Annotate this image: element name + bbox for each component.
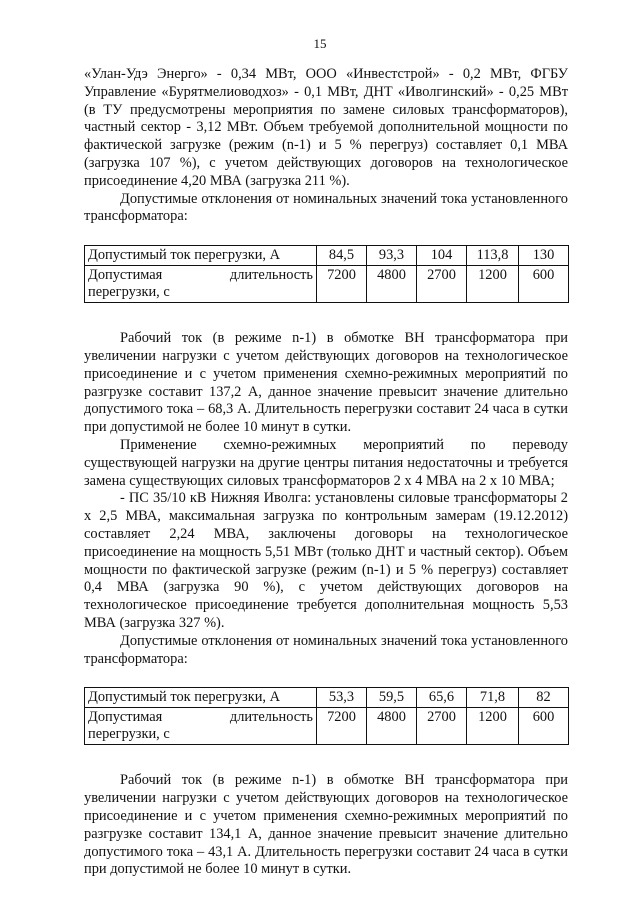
table-cell: 84,5 [317, 246, 367, 266]
table-cell: 4800 [367, 708, 417, 745]
table-cell: 104 [417, 246, 467, 266]
table-cell: 130 [519, 246, 569, 266]
page-content [84, 66, 568, 879]
table-cell: 71,8 [467, 688, 519, 708]
table-cell: 53,3 [317, 688, 367, 708]
table-cell: 82 [519, 688, 569, 708]
table-cell-label: Допустимый ток перегрузки, А [85, 688, 317, 708]
table-cell: 93,3 [367, 246, 417, 266]
table-cell-label: Допустимая длительность перегрузки, с [85, 708, 317, 745]
table-cell: 7200 [317, 708, 367, 745]
table-cell: 1200 [467, 708, 519, 745]
overload-table-2 [84, 687, 569, 745]
paragraph-current-2: Рабочий ток (в режиме n-1) в обмотке ВН трансформатора при увеличении нагрузки с учетом действующих договоров на технологическое присоединение и с учетом применения схемно-режимных мероприятий по разгрузке составит 134,1 А, данное значение превысит значение длительно допустимого тока – 43,1 А. Длительность перегрузки составит 24 часа в сутки при допустимой не более 10 минут в сутки. [84, 772, 568, 878]
table-cell: 59,5 [367, 688, 417, 708]
paragraph-current-1: Рабочий ток (в режиме n-1) в обмотке ВН трансформатора при увеличении нагрузки с учетом действующих договоров на технологическое присоединение и с учетом применения схемно-режимных мероприятий по разгрузке составит 137,2 А, данное значение превысит значение длительно допустимого тока – 68,3 А. Длительность перегрузки составит 24 часа в сутки при допустимой не более 10 минут в сутки. [84, 330, 568, 436]
table-row [85, 246, 569, 266]
table-row [85, 688, 569, 708]
paragraph-measures: Применение схемно-режимных мероприятий по переводу существующей нагрузки на другие центры питания недостаточны и требуется замена существующих силовых трансформаторов 2 х 4 МВА на 2 х 10 МВА; [84, 436, 568, 489]
paragraph-deviation-2: Допустимые отклонения от номинальных значений тока установленного трансформатора: [84, 632, 568, 667]
table-cell: 2700 [417, 708, 467, 745]
table-cell: 600 [519, 266, 569, 303]
table-cell: 600 [519, 708, 569, 745]
table-row [85, 266, 569, 303]
paragraph-intro: «Улан-Удэ Энерго» - 0,34 МВт, ООО «Инвестстрой» - 0,2 МВт, ФГБУ Управление «Бурятмелиоводхоз» - 0,1 МВт, ДНТ «Иволгинский» - 0,25 МВт (в ТУ предусмотрены мероприятия по замене силовых трансформаторов), частный сектор - 3,12 МВт. Объем требуемой дополнительной мощности по фактической загрузке (режим (n-1) и 5 % перегруз) составляет 0,1 МВА (загрузка 107 %), с учетом действующих договоров на технологическое присоединение 4,20 МВА (загрузка 211 %). [84, 66, 568, 189]
table-cell: 4800 [367, 266, 417, 303]
table-cell: 65,6 [417, 688, 467, 708]
table-cell: 7200 [317, 266, 367, 303]
table-cell: 1200 [467, 266, 519, 303]
paragraph-deviation-1: Допустимые отклонения от номинальных значений тока установленного трансформатора: [84, 190, 568, 225]
overload-table-1 [84, 245, 569, 303]
table-cell: 2700 [417, 266, 467, 303]
table-cell: 113,8 [467, 246, 519, 266]
table-row [85, 708, 569, 745]
paragraph-substation: - ПС 35/10 кВ Нижняя Иволга: установлены силовые трансформаторы 2 х 2,5 МВА, максимальная загрузка по контрольным замерам (19.12.2012) составляет 2,24 МВА, заключены договоры на технологическое присоединение на мощность 5,51 МВт (только ДНТ и частный сектор). Объем мощности по фактической загрузке (режим (n-1) и 5 % перегруз) составляет 0,4 МВА (загрузка 90 %), с учетом действующих договоров на технологическое присоединение требуется дополнительная мощность 5,53 МВА (загрузка 327 %). [84, 490, 568, 631]
table-cell-label: Допустимый ток перегрузки, А [85, 246, 317, 266]
table-cell-label: Допустимая длительность перегрузки, с [85, 266, 317, 303]
page-number: 15 [313, 36, 327, 51]
